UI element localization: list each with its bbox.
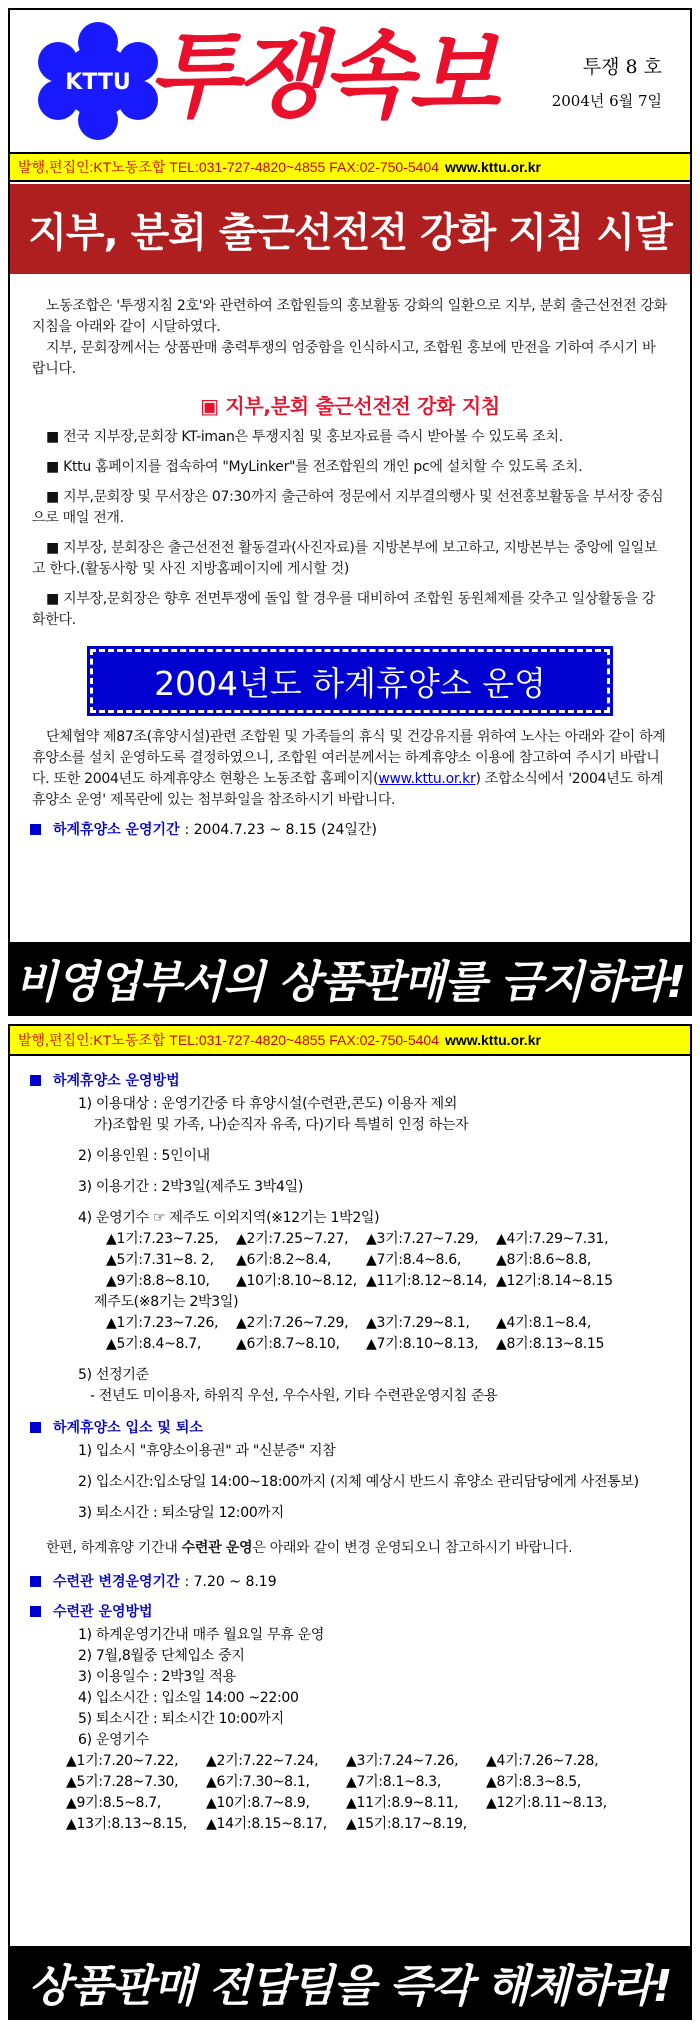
headline: 지부, 분회 출근선전전 강화 지침 시달: [10, 184, 690, 274]
schedule-entry: ▲9기:8.8~8.10,: [106, 1273, 210, 1289]
schedule-entry: ▲8기:8.3~8.5,: [486, 1774, 582, 1790]
schedule-entry: ▲5기:8.4~8.7,: [106, 1336, 202, 1352]
slogan-banner: 상품판매 전담팀을 즉각 해체하라!: [10, 1946, 690, 2018]
schedule-row: [106, 1334, 690, 1355]
schedule-entry: ▲8기:8.6~8.8,: [496, 1252, 592, 1268]
issue-number: 투쟁 8 호: [582, 56, 662, 78]
newsletter-page-2: [8, 1024, 692, 2020]
schedule-entry: ▲14기:8.15~8.17,: [206, 1816, 327, 1832]
training-item: 2) 7월,8월중 단체입소 중지: [78, 1648, 245, 1664]
schedule-entry: ▲1기:7.23~7.26,: [106, 1315, 219, 1331]
schedule-entry: ▲12기:8.14~8.15: [496, 1273, 613, 1289]
checkin-item: 2) 입소시간:입소당일 14:00~18:00까지 (지체 예상시 반드시 휴양소 관리담당에게 사전통보): [78, 1474, 639, 1490]
training-change-period: 수련관 변경운영기간 : 7.20 ~ 8.19: [10, 1571, 690, 1591]
publisher-info: 발행,편집인:KT노동조합 TEL:031-727-4820~4855 FAX:02-750-5404: [18, 159, 439, 175]
guideline-item: ■ 전국 지부장,문회장 KT-iman은 투쟁지침 및 홍보자료를 즉시 받아볼 수 있도록 조치.: [46, 429, 563, 445]
schedule-entry: ▲7기:8.4~8.6,: [366, 1252, 462, 1268]
schedule-entry: ▲3기:7.24~7.26,: [346, 1753, 459, 1769]
schedule-row: [106, 1271, 690, 1292]
method-item: 1) 이용대상 : 운영기간중 타 휴양시설(수련관,콘도) 이용자 제외: [78, 1096, 458, 1112]
intro-paragraph: 노동조합은 '투쟁지침 2호'와 관련하여 조합원들의 홍보활동 강화의 일환으로 지부, 분회 출근선전전 강화 지침을 아래와 같이 시달하였다.: [32, 298, 667, 335]
schedule-jeju: [78, 1313, 690, 1355]
square-bullet-icon: [30, 824, 41, 835]
schedule-entry: ▲8기:8.13~8.15: [496, 1336, 605, 1352]
schedule-entry: ▲13기:8.13~8.15,: [66, 1816, 187, 1832]
schedule-entry: ▲2기:7.26~7.29,: [236, 1315, 349, 1331]
publisher-bar: [10, 152, 690, 182]
schedule-entry: ▲6기:8.7~8.10,: [236, 1336, 340, 1352]
schedule-entry: ▲11기:8.9~8.11,: [346, 1795, 459, 1811]
schedule-entry: ▲9기:8.5~8.7,: [66, 1795, 162, 1811]
masthead: [10, 10, 690, 152]
slogan-banner: 비영업부서의 상품판매를 금지하라!: [10, 942, 690, 1014]
schedule-entry: ▲15기:8.17~8.19,: [346, 1816, 467, 1832]
schedule-row: [66, 1751, 690, 1772]
kttu-logo-icon: [32, 22, 164, 140]
schedule-entry: ▲11기:8.12~8.14,: [366, 1273, 487, 1289]
newsletter-title: 투쟁속보: [148, 22, 496, 131]
resort-banner: 2004년도 하계휴양소 운영: [90, 649, 610, 713]
method-item: 가)조합원 및 가족, 나)순직자 유족, 다)기타 특별히 인정 하는자: [94, 1117, 469, 1133]
schedule-entry: ▲5기:7.31~8. 2,: [106, 1252, 214, 1268]
guideline-title: ▣ 지부,분회 출근선전전 강화 지침: [200, 394, 500, 418]
schedule-entry: ▲2기:7.25~7.27,: [236, 1231, 349, 1247]
publisher-bar: [10, 1026, 690, 1056]
schedule-entry: ▲4기:7.29~7.31,: [496, 1231, 609, 1247]
guideline-item: ■ 지부장,문회장은 향후 전면투쟁에 돌입 할 경우를 대비하여 조합원 동원체제를 갖추고 일상활동을 강화한다.: [32, 591, 656, 628]
resort-section: [32, 727, 668, 811]
resort-period: 하계휴양소 운영기간 : 2004.7.23 ~ 8.15 (24일간): [10, 819, 690, 839]
homepage-link[interactable]: www.kttu.or.kr: [378, 771, 476, 787]
method-item: 4) 운영기수 ☞ 제주도 이외지역(※12기는 1박2일): [78, 1210, 380, 1226]
training-item: 5) 퇴소시간 : 퇴소시간 10:00까지: [78, 1711, 284, 1727]
schedule-entry: ▲12기:8.11~8.13,: [486, 1795, 607, 1811]
training-item: 4) 입소시간 : 입소일 14:00 ~22:00: [78, 1690, 299, 1706]
method-item: - 전년도 미이용자, 하위직 우선, 우수사원, 기타 수련관운영지침 준용: [90, 1388, 498, 1404]
schedule-training: [66, 1751, 690, 1835]
method-item: 3) 이용기간 : 2박3일(제주도 3박4일): [78, 1179, 304, 1195]
schedule-entry: ▲7기:8.10~8.13,: [366, 1336, 479, 1352]
guideline-item: ■ 지부장, 분회장은 출근선전전 활동결과(사진자료)를 지방본부에 보고하고, 지방본부는 중앙에 일일보고 한다.(활동사항 및 사진 지방홈페이지에 게시할 것): [32, 540, 658, 577]
schedule-entry: ▲3기:7.29~8.1,: [366, 1315, 470, 1331]
website-url[interactable]: www.kttu.or.kr: [444, 159, 541, 175]
schedule-row: [106, 1313, 690, 1334]
training-method-heading: 수련관 운영방법: [10, 1601, 690, 1621]
method-item: 2) 이용인원 : 5인이내: [78, 1148, 210, 1164]
schedule-row: [106, 1250, 690, 1271]
schedule-row: [66, 1772, 690, 1793]
schedule-entry: ▲2기:7.22~7.24,: [206, 1753, 319, 1769]
jeju-label: 제주도(※8기는 2박3일): [94, 1294, 239, 1310]
checkin-list: [78, 1441, 690, 1524]
schedule-row: [66, 1793, 690, 1814]
schedule-main: [78, 1229, 690, 1292]
schedule-row: [66, 1814, 690, 1835]
schedule-entry: ▲6기:8.2~8.4,: [236, 1252, 332, 1268]
schedule-row: [106, 1229, 690, 1250]
square-bullet-icon: [30, 1422, 41, 1433]
intro-paragraph: 지부, 문회장께서는 상품판매 총력투쟁의 엄중함을 인식하시고, 조합원 홍보에 만전을 기하여 주시기 바랍니다.: [32, 340, 656, 377]
training-note: 한편, 하계휴양 기간내 수련관 운영은 아래와 같이 변경 운영되오니 참고하시기 바랍니다.: [46, 1540, 573, 1556]
schedule-entry: ▲3기:7.27~7.29,: [366, 1231, 479, 1247]
website-url[interactable]: www.kttu.or.kr: [444, 1032, 541, 1048]
training-item: 1) 하계운영기간내 매주 월요일 무휴 운영: [78, 1627, 325, 1643]
guideline-item: ■ Kttu 홈페이지를 접속하여 "MyLinker"를 전조합원의 개인 pc에 설치할 수 있도록 조치.: [46, 459, 583, 475]
training-item: 6) 운영기수: [78, 1732, 149, 1748]
schedule-entry: ▲6기:7.30~8.1,: [206, 1774, 310, 1790]
method-item: 5) 선정기준: [78, 1367, 149, 1383]
square-bullet-icon: [30, 1075, 41, 1086]
publisher-info: 발행,편집인:KT노동조합 TEL:031-727-4820~4855 FAX:02-750-5404: [18, 1032, 439, 1048]
intro-section: [32, 296, 668, 631]
svg-text:KTTU: KTTU: [65, 70, 131, 95]
checkin-item: 3) 퇴소시간 : 퇴소당일 12:00까지: [78, 1505, 284, 1521]
newsletter-page-1: [8, 8, 692, 1016]
checkin-heading: 하계휴양소 입소 및 퇴소: [10, 1417, 690, 1437]
schedule-entry: ▲1기:7.20~7.22,: [66, 1753, 179, 1769]
resort-method-list: [78, 1094, 690, 1407]
training-method-list: [78, 1625, 690, 1751]
resort-method-heading: 하계휴양소 운영방법: [10, 1070, 690, 1090]
schedule-entry: ▲4기:7.26~7.28,: [486, 1753, 599, 1769]
schedule-entry: ▲7기:8.1~8.3,: [346, 1774, 442, 1790]
schedule-entry: ▲10기:8.7~8.9,: [206, 1795, 310, 1811]
checkin-item: 1) 입소시 "휴양소이용권" 과 "신분증" 지참: [78, 1443, 336, 1459]
issue-date: 2004년 6월 7일: [551, 92, 662, 110]
schedule-entry: ▲1기:7.23~7.25,: [106, 1231, 219, 1247]
training-item: 3) 이용일수 : 2박3일 적용: [78, 1669, 236, 1685]
guideline-item: ■ 지부,문회장 및 무서장은 07:30까지 출근하여 정문에서 지부결의행사 및 선전홍보활동을 부서장 중심으로 매일 전개.: [32, 489, 664, 526]
schedule-entry: ▲10기:8.10~8.12,: [236, 1273, 357, 1289]
square-bullet-icon: [30, 1576, 41, 1587]
schedule-entry: ▲4기:8.1~8.4,: [496, 1315, 592, 1331]
schedule-entry: ▲5기:7.28~7.30,: [66, 1774, 179, 1790]
resort-intro: 단체협약 제87조(휴양시설)관련 조합원 및 가족들의 휴식 및 건강유지를 위하여 노사는 아래와 같이 하계 휴양소를 설치 운영하도록 결정하였으니, 조합원 여러분께서는 하계휴양소 이용에 참고하여 주시기 바랍니다. 또한 2004년도 하계휴양소 현황은 노동조합 홈페이지(www.kttu.or.kr) 조합소식에서 '2004년도 하계휴양소 운영' 제목란에 있는 첨부화일을 참조하시기 바랍니다.: [32, 729, 666, 808]
square-bullet-icon: [30, 1606, 41, 1617]
